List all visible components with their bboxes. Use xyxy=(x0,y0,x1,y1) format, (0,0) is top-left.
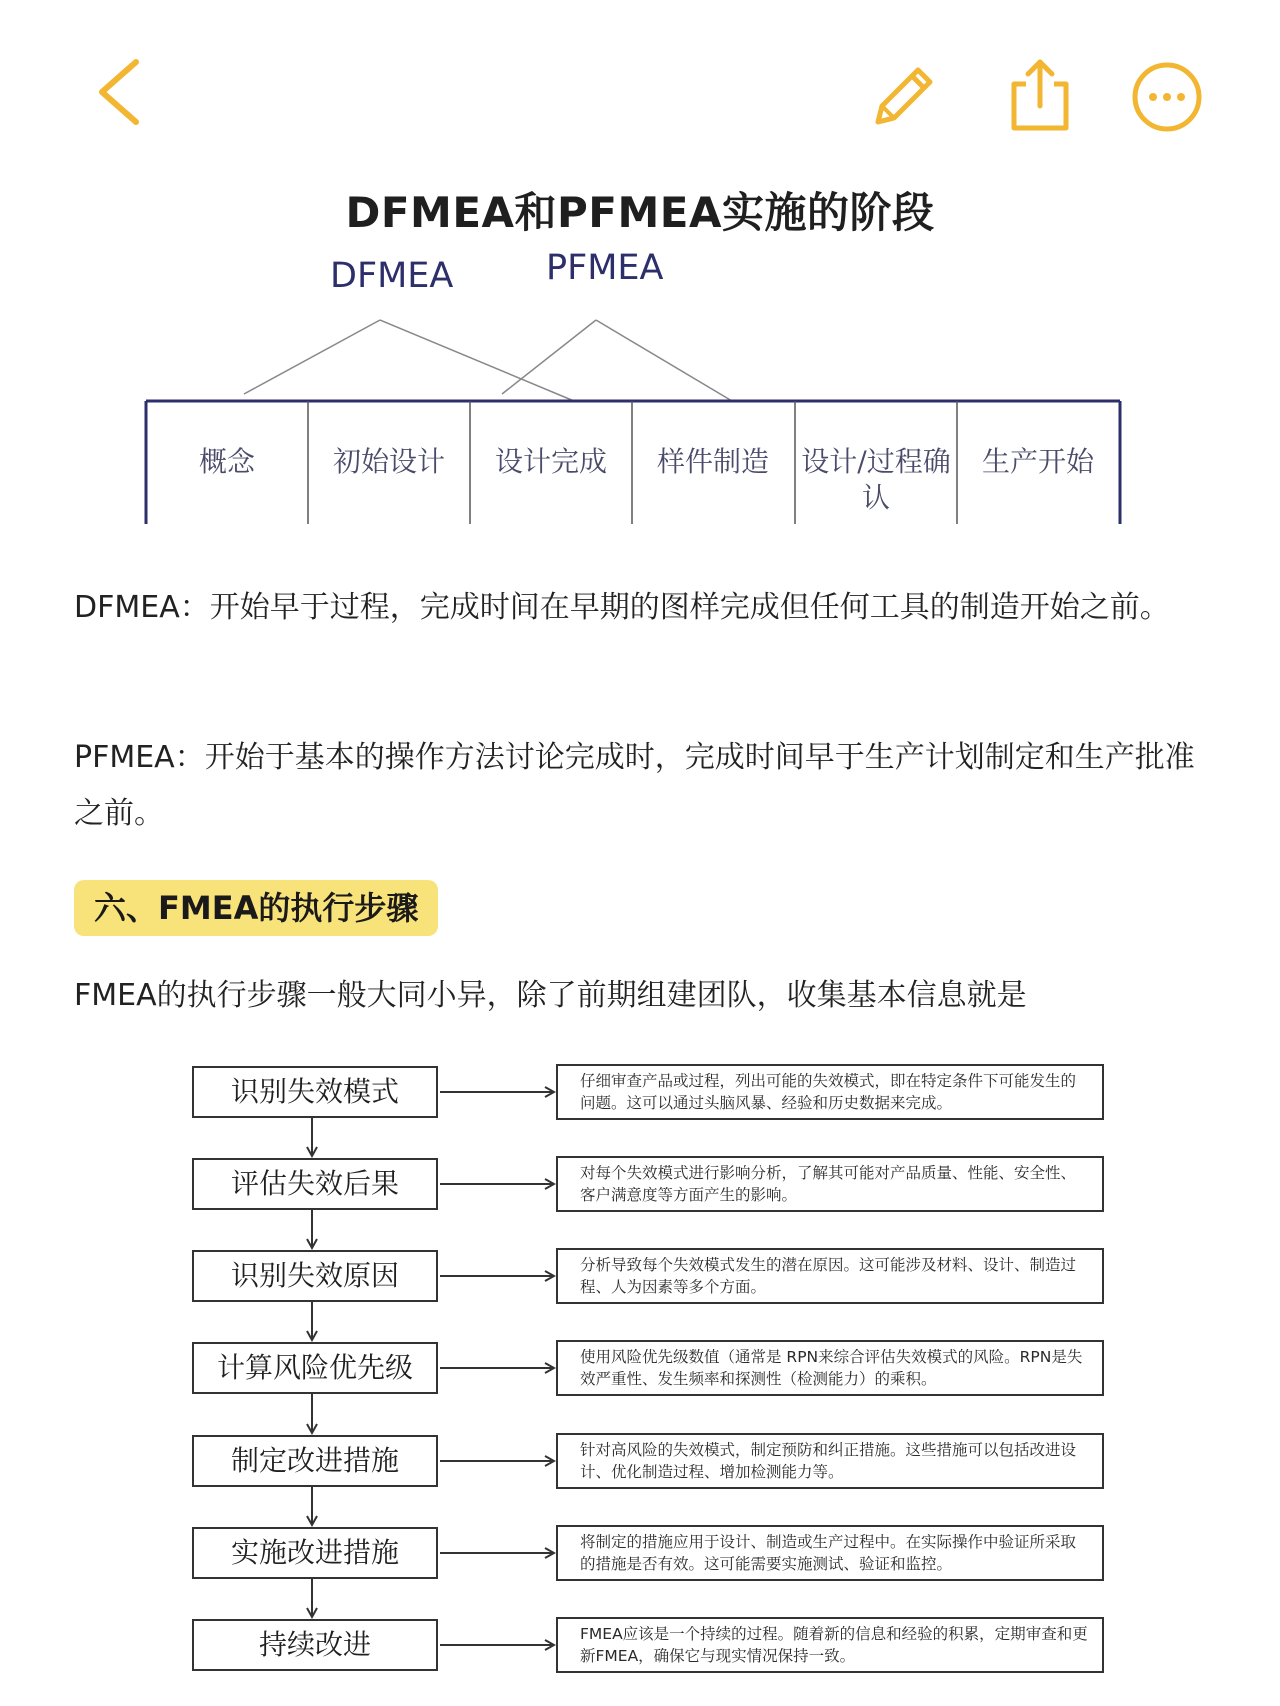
step-identify-causes: 识别失效原因 xyxy=(192,1250,438,1302)
section-heading: 六、FMEA的执行步骤 xyxy=(74,880,438,936)
desc-identify-causes: 分析导致每个失效模式发生的潜在原因。这可能涉及材料、设计、制造过程、人为因素等多个方面。 xyxy=(556,1248,1104,1304)
step-risk-priority: 计算风险优先级 xyxy=(192,1342,438,1394)
desc-identify-failure-modes: 仔细审查产品或过程，列出可能的失效模式，即在特定条件下可能发生的问题。这可以通过头脑风暴、经验和历史数据来完成。 xyxy=(556,1064,1104,1120)
phase-diagram-title: DFMEA和PFMEA实施的阶段 xyxy=(345,188,935,237)
section-intro: FMEA的执行步骤一般大同小异，除了前期组建团队，收集基本信息就是 xyxy=(74,978,1027,1013)
pfmea-label: PFMEA xyxy=(546,248,664,288)
desc-assess-effects: 对每个失效模式进行影响分析，了解其可能对产品质量、性能、安全性、客户满意度等方面产生的影响。 xyxy=(556,1156,1104,1212)
stage-prototype: 样件制造 xyxy=(656,445,769,478)
step-continuous-improvement: 持续改进 xyxy=(192,1619,438,1671)
stage-production-start: 生产开始 xyxy=(981,445,1094,478)
stage-concept: 概念 xyxy=(198,445,255,478)
step-implement-improvements: 实施改进措施 xyxy=(192,1527,438,1579)
desc-continuous-improvement: FMEA应该是一个持续的过程。随着新的信息和经验的积累，定期审查和更新FMEA，确保它与现实情况保持一致。 xyxy=(556,1617,1104,1673)
desc-plan-improvements: 针对高风险的失效模式，制定预防和纠正措施。这些措施可以包括改进设计、优化制造过程、增加检测能力等。 xyxy=(556,1433,1104,1489)
step-plan-improvements: 制定改进措施 xyxy=(192,1435,438,1487)
stage-validation: 设计/过程确认 xyxy=(801,445,951,514)
step-identify-failure-modes: 识别失效模式 xyxy=(192,1066,438,1118)
stage-initial-design: 初始设计 xyxy=(332,445,445,478)
dfmea-paragraph: DFMEA：开始早于过程，完成时间在早期的图样完成但任何工具的制造开始之前。 xyxy=(74,590,1170,625)
step-assess-effects: 评估失效后果 xyxy=(192,1158,438,1210)
stage-design-complete: 设计完成 xyxy=(494,445,607,478)
dfmea-label: DFMEA xyxy=(330,256,454,296)
desc-risk-priority: 使用风险优先级数值（通常是 RPN来综合评估失效模式的风险。RPN是失效严重性、发生频率和探测性（检测能力）的乘积。 xyxy=(556,1340,1104,1396)
pfmea-paragraph: PFMEA：开始于基本的操作方法讨论完成时，完成时间早于生产计划制定和生产批准之前。 xyxy=(74,740,1195,831)
desc-implement-improvements: 将制定的措施应用于设计、制造或生产过程中。在实际操作中验证所采取的措施是否有效。这可能需要实施测试、验证和监控。 xyxy=(556,1525,1104,1581)
